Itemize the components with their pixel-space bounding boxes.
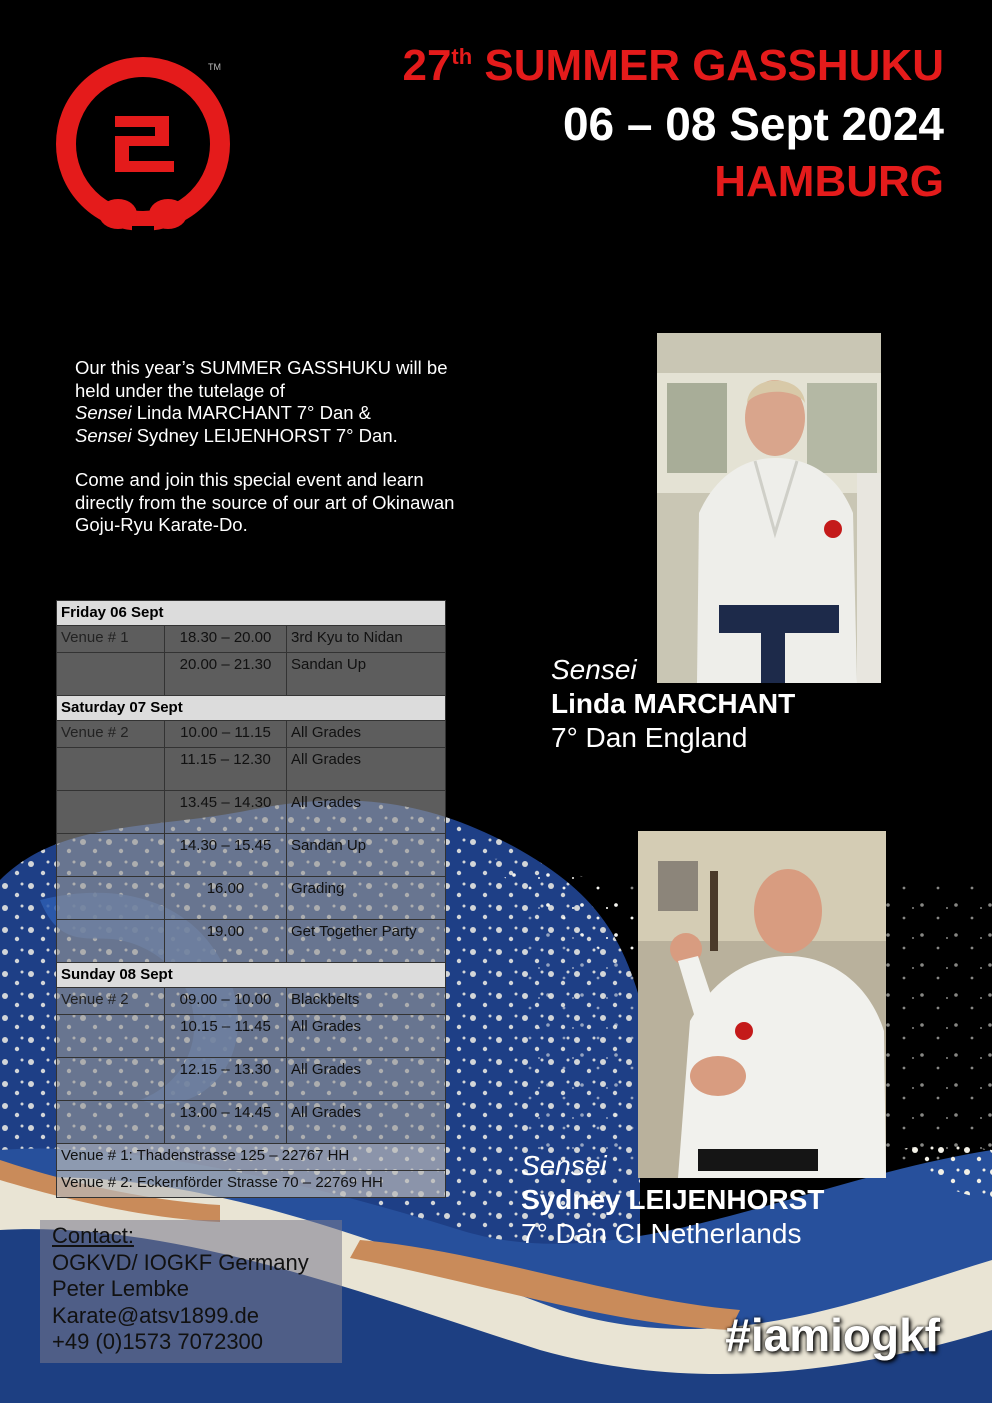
goju-symbol-icon <box>115 116 174 172</box>
hashtag: #iamiogkf <box>725 1309 940 1361</box>
instructor-2-name: Sydney LEIJENHORST <box>521 1184 825 1215</box>
schedule-row <box>57 1058 446 1101</box>
time-cell: 16.00 <box>165 877 287 920</box>
venue-cell <box>57 1015 165 1058</box>
venue-cell: Venue # 2 <box>57 988 165 1015</box>
schedule-row <box>57 721 446 748</box>
schedule-row <box>57 834 446 877</box>
venue-address-row <box>57 1144 446 1171</box>
sydney-leijenhorst-photo <box>638 831 886 1178</box>
group-cell: All Grades <box>287 791 446 834</box>
trademark-mark: TM <box>208 62 221 72</box>
contact-organization: OGKVD/ IOGKF Germany <box>52 1249 309 1275</box>
venue-cell <box>57 920 165 963</box>
schedule-row <box>57 791 446 834</box>
intro-paragraph-1: Our this year’s SUMMER GASSHUKU will be held under the tutelage of Sensei Linda MARCHANT 7° Dan & Sensei Sydney LEIJENHORST 7° Dan. <box>75 357 448 446</box>
instructor-1-rank: 7° Dan England <box>551 722 748 753</box>
contact-phone[interactable]: +49 (0)1573 7072300 <box>52 1329 264 1354</box>
time-cell: 14.30 – 15.45 <box>165 834 287 877</box>
venue-cell <box>57 748 165 791</box>
day-label: Saturday 07 Sept <box>57 696 446 721</box>
instructor-2-rank: 7° Dan CI Netherlands <box>521 1218 802 1249</box>
edition-suffix: th <box>451 44 473 69</box>
venue-cell: Venue # 1 <box>57 626 165 653</box>
schedule-row <box>57 1015 446 1058</box>
time-cell: 13.45 – 14.30 <box>165 791 287 834</box>
schedule-row <box>57 653 446 696</box>
iogkf-logo <box>48 52 238 242</box>
day-label: Sunday 08 Sept <box>57 963 446 988</box>
day-label: Friday 06 Sept <box>57 601 446 626</box>
group-cell: Sandan Up <box>287 653 446 696</box>
schedule-row <box>57 988 446 1015</box>
contact-box <box>40 1220 342 1363</box>
schedule-row <box>57 748 446 791</box>
time-cell: 11.15 – 12.30 <box>165 748 287 791</box>
group-cell: Blackbelts <box>287 988 446 1015</box>
instructor-1-prefix: Sensei <box>551 654 637 685</box>
intro-text <box>75 357 455 559</box>
time-cell: 13.00 – 14.45 <box>165 1101 287 1144</box>
group-cell: All Grades <box>287 1015 446 1058</box>
instructor-1-name: Linda MARCHANT <box>551 688 796 719</box>
venue-address: Venue # 2: Eckernförder Strasse 70 – 22769 HH <box>57 1171 446 1198</box>
title-line-1 <box>402 41 944 90</box>
group-cell: Get Together Party <box>287 920 446 963</box>
event-dates: 06 – 08 Sept 2024 <box>562 98 944 150</box>
schedule-row <box>57 626 446 653</box>
contact-heading: Contact: <box>52 1223 134 1248</box>
time-cell: 10.00 – 11.15 <box>165 721 287 748</box>
venue-cell <box>57 653 165 696</box>
schedule-day-header <box>57 963 446 988</box>
venue-cell <box>57 1058 165 1101</box>
venue-cell <box>57 791 165 834</box>
time-cell: 10.15 – 11.45 <box>165 1015 287 1058</box>
time-cell: 20.00 – 21.30 <box>165 653 287 696</box>
schedule-row <box>57 877 446 920</box>
schedule-table <box>56 600 446 1198</box>
schedule-day-header <box>57 696 446 721</box>
schedule-day-header <box>57 601 446 626</box>
group-cell: All Grades <box>287 721 446 748</box>
title-text: SUMMER GASSHUKU <box>484 41 944 90</box>
schedule-row <box>57 920 446 963</box>
event-title <box>402 41 944 206</box>
instructor-2-prefix: Sensei <box>521 1150 607 1181</box>
instructor-caption-2 <box>521 1149 824 1251</box>
instructor-caption-1 <box>551 653 795 755</box>
group-cell: Grading <box>287 877 446 920</box>
linda-marchant-photo <box>657 333 881 683</box>
venue-cell <box>57 1101 165 1144</box>
group-cell: Sandan Up <box>287 834 446 877</box>
time-cell: 09.00 – 10.00 <box>165 988 287 1015</box>
event-city: HAMBURG <box>714 157 944 206</box>
time-cell: 12.15 – 13.30 <box>165 1058 287 1101</box>
time-cell: 19.00 <box>165 920 287 963</box>
venue-address: Venue # 1: Thadenstrasse 125 – 22767 HH <box>57 1144 446 1171</box>
group-cell: All Grades <box>287 1058 446 1101</box>
venue-address-row <box>57 1171 446 1198</box>
venue-cell <box>57 877 165 920</box>
group-cell: 3rd Kyu to Nidan <box>287 626 446 653</box>
venue-cell <box>57 834 165 877</box>
venue-cell: Venue # 2 <box>57 721 165 748</box>
contact-person: Peter Lembke <box>52 1276 189 1301</box>
group-cell: All Grades <box>287 1101 446 1144</box>
contact-email[interactable]: Karate@atsv1899.de <box>52 1302 260 1328</box>
edition-number: 27 <box>402 41 452 90</box>
schedule-row <box>57 1101 446 1144</box>
group-cell: All Grades <box>287 748 446 791</box>
time-cell: 18.30 – 20.00 <box>165 626 287 653</box>
intro-paragraph-2: Come and join this special event and learn directly from the source of our art of Okinawan Goju-Ryu Karate-Do. <box>75 469 455 535</box>
